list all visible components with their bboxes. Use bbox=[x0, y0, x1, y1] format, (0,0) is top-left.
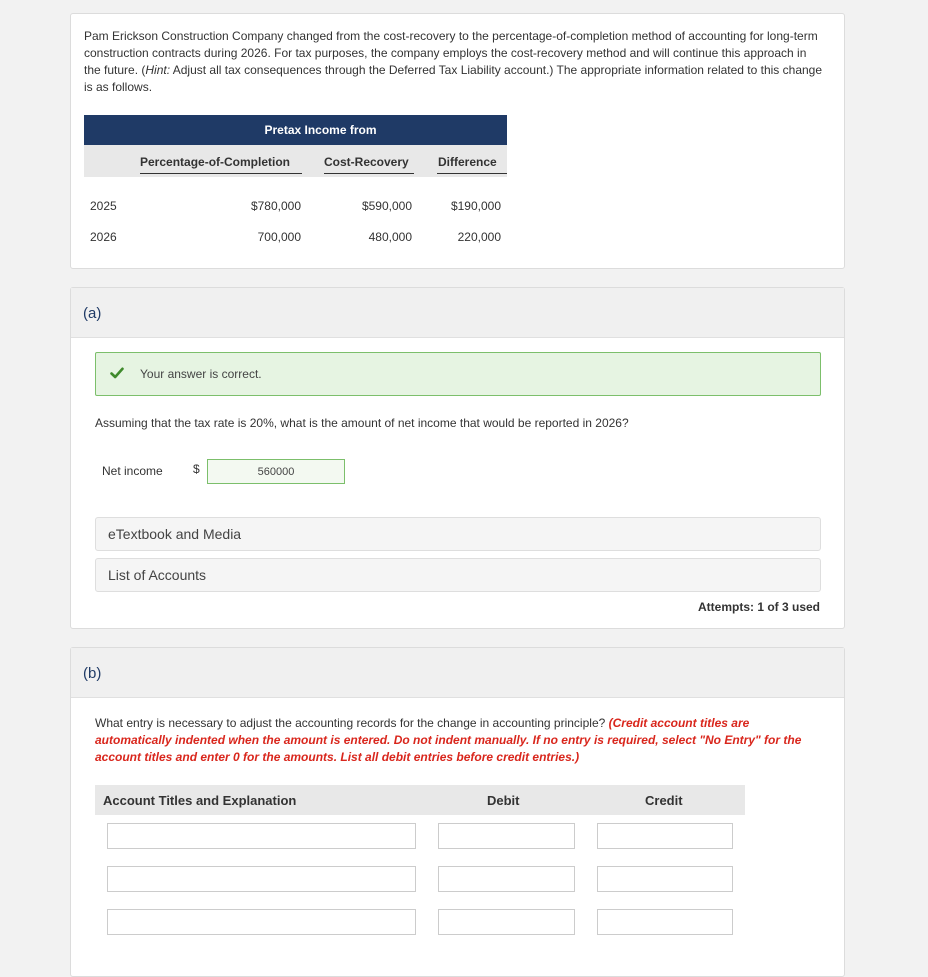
part-a-label: (a) bbox=[83, 305, 102, 322]
table-banner: Pretax Income from bbox=[84, 115, 507, 145]
part-a-header bbox=[71, 288, 844, 338]
problem-card bbox=[70, 13, 845, 269]
row-2026-cr: 480,000 bbox=[368, 230, 412, 244]
check-icon bbox=[110, 366, 124, 380]
part-a-question: Assuming that the tax rate is 20%, what is the amount of net income that would be reported in 2026? bbox=[95, 416, 629, 430]
hint-label: Hint: bbox=[145, 63, 171, 77]
part-b-question bbox=[95, 715, 825, 766]
part-b-card bbox=[70, 647, 845, 977]
row-2025-cr: $590,000 bbox=[361, 199, 412, 213]
part-b-question-text: What entry is necessary to adjust the accounting records for the change in accounting principle? bbox=[95, 716, 609, 730]
problem-text-2: Adjust all tax consequences through the Deferred Tax Liability account.) The appropriate information related to this change is as follows. bbox=[84, 63, 823, 94]
problem-text-1: Pam Erickson Construction Company changed from the cost-recovery to the percentage-of-completion method of accounting for long-term construction contracts during 2026. For tax purposes, the company employs the cost-recovery method and will continue this approach in the future. ( bbox=[84, 29, 818, 77]
account-title-input[interactable] bbox=[107, 909, 416, 935]
row-2026-year: 2026 bbox=[90, 230, 117, 244]
column-header-poc: Percentage-of-Completion bbox=[140, 155, 302, 169]
header-account-titles: Account Titles and Explanation bbox=[103, 793, 297, 808]
part-b-header bbox=[71, 648, 844, 698]
currency-symbol: $ bbox=[193, 462, 200, 476]
row-2025-poc: $780,000 bbox=[250, 199, 301, 213]
correct-feedback-text: Your answer is correct. bbox=[140, 367, 262, 381]
credit-input[interactable] bbox=[597, 866, 733, 892]
credit-input[interactable] bbox=[597, 823, 733, 849]
account-title-input[interactable] bbox=[107, 823, 416, 849]
attempts-counter: Attempts: 1 of 3 used bbox=[697, 600, 820, 614]
correct-feedback-box bbox=[95, 352, 821, 396]
debit-input[interactable] bbox=[438, 823, 575, 849]
net-income-label: Net income bbox=[102, 464, 163, 478]
debit-input[interactable] bbox=[438, 909, 575, 935]
part-a-card bbox=[70, 287, 845, 629]
debit-input[interactable] bbox=[438, 866, 575, 892]
part-b-instructions: (Credit account titles are automatically indented when the amount is entered. Do not indent manually. If no entry is required, select "No Entry" for the account titles and enter 0 for the amounts. List all debit entries before credit entries.) bbox=[95, 716, 802, 764]
etextbook-media-toggle[interactable]: eTextbook and Media bbox=[95, 517, 821, 551]
list-of-accounts-toggle[interactable]: List of Accounts bbox=[95, 558, 821, 592]
header-debit: Debit bbox=[487, 793, 520, 808]
column-header-difference: Difference bbox=[437, 155, 507, 169]
row-2026-diff: 220,000 bbox=[457, 230, 501, 244]
row-2026-poc: 700,000 bbox=[257, 230, 301, 244]
journal-entry-header bbox=[95, 785, 745, 815]
column-header-cr: Cost-Recovery bbox=[324, 155, 414, 169]
account-title-input[interactable] bbox=[107, 866, 416, 892]
row-2025-diff: $190,000 bbox=[450, 199, 501, 213]
row-2025-year: 2025 bbox=[90, 199, 117, 213]
net-income-input[interactable] bbox=[207, 459, 345, 484]
credit-input[interactable] bbox=[597, 909, 733, 935]
part-b-label: (b) bbox=[83, 665, 102, 682]
header-credit: Credit bbox=[645, 793, 683, 808]
problem-statement bbox=[84, 28, 824, 96]
